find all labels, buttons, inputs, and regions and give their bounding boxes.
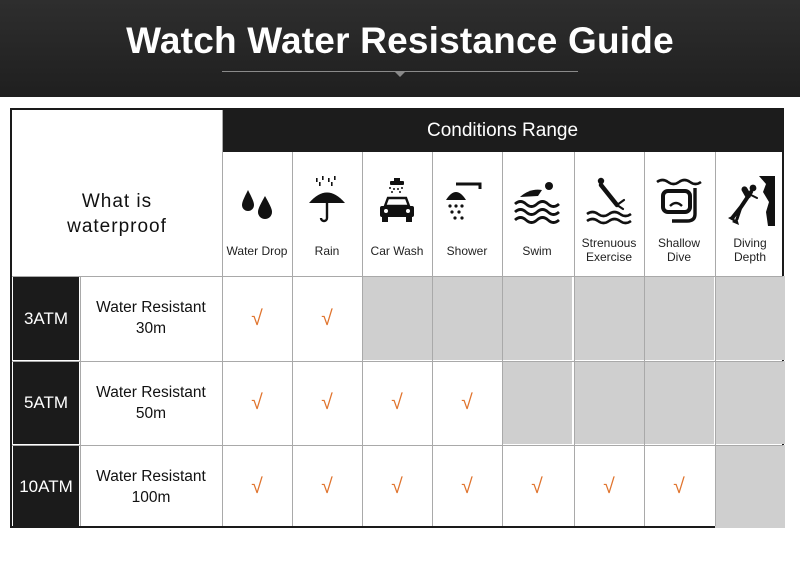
grid-line [644, 152, 645, 526]
conditions-range-header: Conditions Range [222, 109, 783, 152]
grid-line [715, 152, 716, 526]
umbrella-rain-icon [302, 176, 352, 226]
condition-label: Strenuous Exercise [581, 236, 637, 264]
check-mark-icon: √ [251, 306, 263, 330]
condition-strenuous-exercise [574, 152, 644, 276]
supported-cell [292, 361, 362, 444]
supported-cell [502, 445, 572, 528]
title-notch [394, 71, 406, 77]
check-mark-icon: √ [391, 391, 403, 414]
condition-label: Shallow Dive [657, 236, 701, 264]
supported-cell [222, 361, 292, 444]
supported-cell [574, 445, 644, 528]
check-mark-icon: √ [531, 475, 543, 498]
shower-icon [442, 176, 492, 226]
unsupported-cell [715, 445, 785, 528]
condition-swim [502, 152, 572, 276]
grid-line [12, 276, 783, 277]
car-wash-icon [372, 176, 422, 226]
supported-cell [362, 445, 432, 528]
supported-cell [222, 445, 292, 528]
supported-cell [222, 276, 292, 360]
condition-label: Car Wash [370, 244, 424, 258]
swimmer-icon [512, 176, 562, 226]
supported-cell [292, 276, 362, 360]
grid-line [432, 152, 433, 526]
condition-label: Water Drop [226, 244, 288, 258]
unsupported-cell [574, 361, 644, 444]
water-resistant-rating: Water Resistant 30m [96, 299, 206, 337]
grid-line [292, 152, 293, 526]
grid-line [12, 445, 783, 446]
grid-line [502, 152, 503, 526]
unsupported-cell [644, 361, 714, 444]
grid-line [12, 361, 783, 362]
what-is-waterproof-label: What is waterproof [67, 191, 167, 237]
water-resistant-rating: Water Resistant 50m [96, 383, 206, 422]
supported-cell [292, 445, 362, 528]
grid-line [222, 110, 223, 526]
check-mark-icon: √ [321, 391, 333, 414]
unsupported-cell [574, 276, 644, 360]
condition-rain [292, 152, 362, 276]
atm-label: 3ATM [13, 277, 79, 360]
unsupported-cell [715, 361, 785, 444]
check-mark-icon: √ [321, 306, 333, 330]
atm-label: 10ATM [13, 446, 79, 528]
supported-cell [362, 361, 432, 444]
title-banner [0, 0, 800, 97]
condition-label: Rain [314, 244, 340, 258]
condition-label: Diving Depth [733, 236, 767, 264]
check-mark-icon: √ [461, 475, 473, 498]
condition-shower [432, 152, 502, 276]
supported-cell [432, 445, 502, 528]
unsupported-cell [502, 276, 572, 360]
snorkel-mask-icon [654, 176, 704, 226]
grid-line [362, 152, 363, 526]
condition-shallow-dive [644, 152, 714, 276]
unsupported-cell [502, 361, 572, 444]
check-mark-icon: √ [461, 391, 473, 414]
condition-label: Swim [522, 244, 552, 258]
water-resistant-rating: Water Resistant 100m [96, 467, 206, 506]
supported-cell [432, 361, 502, 444]
unsupported-cell [362, 276, 432, 360]
diver-jump-icon [584, 176, 634, 226]
condition-diving-depth [715, 152, 785, 276]
check-mark-icon: √ [391, 475, 403, 498]
unsupported-cell [644, 276, 714, 360]
check-mark-icon: √ [673, 475, 685, 498]
page-title: Watch Water Resistance Guide [126, 20, 674, 61]
grid-line [80, 276, 81, 526]
check-mark-icon: √ [321, 475, 333, 498]
grid-line [574, 152, 575, 526]
unsupported-cell [432, 276, 502, 360]
check-mark-icon: √ [251, 391, 263, 414]
unsupported-cell [715, 276, 785, 360]
check-mark-icon: √ [603, 475, 615, 498]
supported-cell [644, 445, 714, 528]
check-mark-icon: √ [251, 475, 263, 498]
condition-label: Shower [446, 244, 488, 258]
condition-water-drop [222, 152, 292, 276]
scuba-diver-icon [725, 176, 775, 226]
atm-label: 5ATM [13, 362, 79, 444]
water-drop-icon [232, 176, 282, 226]
condition-car-wash [362, 152, 432, 276]
